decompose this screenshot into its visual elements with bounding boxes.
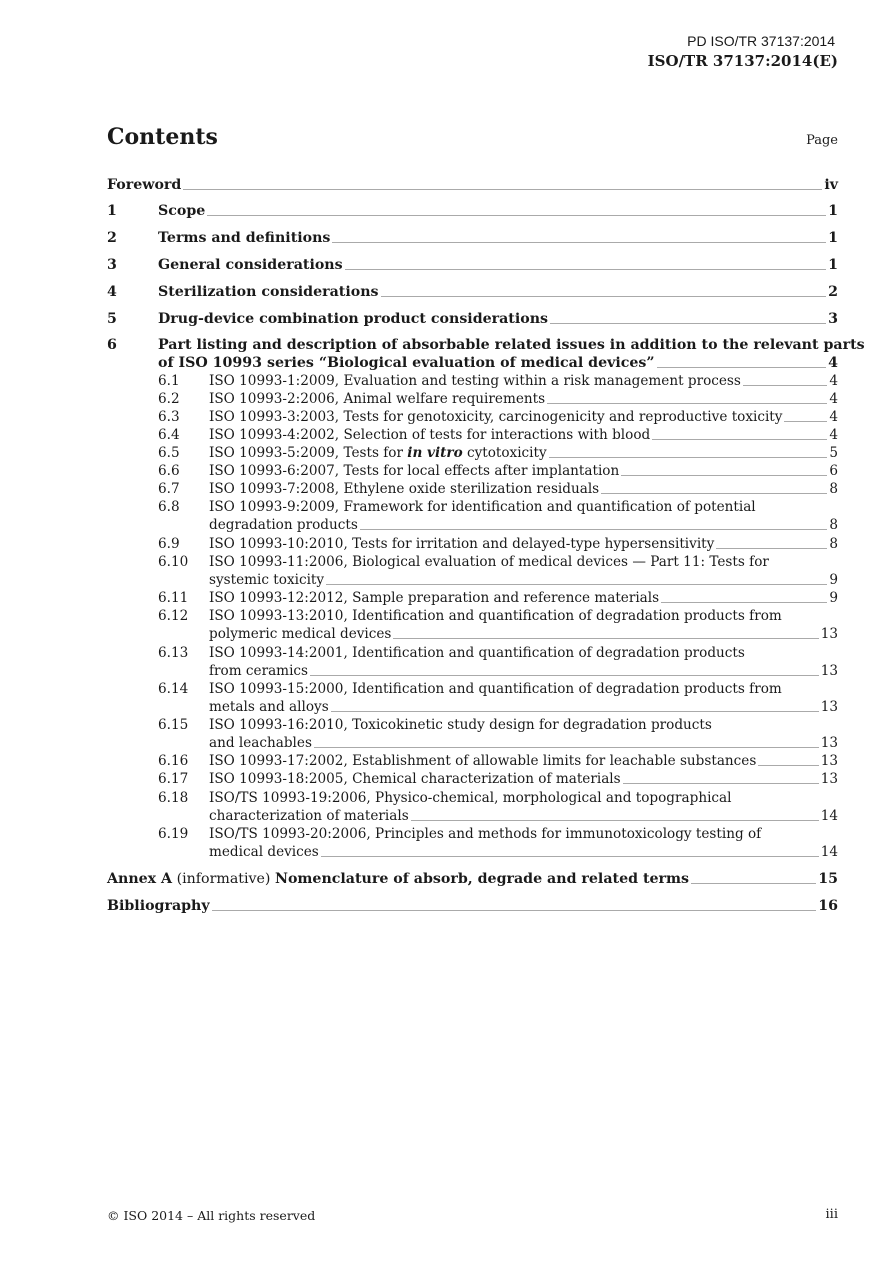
- page-title: Contents: [107, 124, 218, 150]
- toc-subentry-number: 6.16: [158, 753, 189, 769]
- leader-dots: [207, 215, 826, 216]
- toc-subentry-number: 6.12: [158, 608, 189, 624]
- toc-entry-text: Scope: [158, 203, 206, 219]
- leader-dots: [657, 367, 827, 368]
- toc-subentry-6-6[interactable]: [107, 462, 838, 480]
- leader-dots: [716, 548, 827, 549]
- toc-subentry-text-cont: metals and alloys: [209, 699, 329, 715]
- toc-subentry-text: ISO 10993-3:2003, Tests for genotoxicity, carcinogenicity and reproductive toxicity: [209, 409, 783, 425]
- toc-subentry-6-3[interactable]: [107, 408, 838, 426]
- toc-subentry-6-10[interactable]: [107, 553, 838, 571]
- leader-dots: [183, 189, 822, 190]
- toc-subentry-number: 6.19: [158, 826, 189, 842]
- leader-dots: [784, 421, 827, 422]
- toc-subentry-page: 13: [820, 663, 838, 679]
- toc-subentry-text: ISO 10993-14:2001, Identification and quantification of degradation products: [209, 645, 745, 661]
- toc-entry-page: iv: [824, 177, 838, 193]
- toc-subentry-number: 6.3: [158, 409, 180, 425]
- toc-entry-text: Annex A (informative) Nomenclature of absorb, degrade and related terms: [107, 871, 690, 887]
- leader-dots: [550, 323, 826, 324]
- toc-entry-page: 1: [828, 257, 838, 273]
- toc-subentry-page: 5: [829, 445, 838, 461]
- toc-entry-sterilization[interactable]: [107, 283, 838, 301]
- leader-dots: [601, 493, 827, 494]
- toc-subentry-page: 9: [829, 590, 838, 606]
- toc-subentry-text: ISO 10993-11:2006, Biological evaluation of medical devices — Part 11: Tests for: [209, 554, 769, 570]
- toc-entry-text: General considerations: [158, 257, 343, 273]
- toc-subentry-page: 6: [829, 463, 838, 479]
- toc-subentry-6-19-cont[interactable]: [107, 843, 838, 861]
- toc-subentry-page: 13: [820, 699, 838, 715]
- toc-subentry-page: 8: [829, 481, 838, 497]
- toc-subentry-6-15-cont[interactable]: [107, 734, 838, 752]
- toc-subentry-6-16[interactable]: [107, 752, 838, 770]
- toc-subentry-number: 6.11: [158, 590, 189, 606]
- toc-subentry-text: ISO 10993-18:2005, Chemical characterization of materials: [209, 771, 621, 787]
- toc-entry-number: 4: [107, 284, 117, 300]
- toc-subentry-6-13-cont[interactable]: [107, 662, 838, 680]
- toc-subentry-6-17[interactable]: [107, 770, 838, 788]
- toc-subentry-number: 6.6: [158, 463, 180, 479]
- toc-subentry-number: 6.17: [158, 771, 189, 787]
- leader-dots: [326, 584, 827, 585]
- toc-subentry-6-5[interactable]: [107, 444, 838, 462]
- toc-subentry-number: 6.4: [158, 427, 180, 443]
- toc-entry-text: Terms and definitions: [158, 230, 331, 246]
- toc-entry-text: Part listing and description of absorbable related issues in addition to the relevant parts: [158, 337, 865, 353]
- toc-entry-page: 3: [828, 311, 838, 327]
- toc-entry-page: 15: [818, 871, 838, 887]
- toc-subentry-text: ISO 10993-2:2006, Animal welfare requirements: [209, 391, 546, 407]
- toc-subentry-text: ISO 10993-16:2010, Toxicokinetic study design for degradation products: [209, 717, 712, 733]
- toc-entry-page: 1: [828, 203, 838, 219]
- toc-entry-number: 6: [107, 337, 117, 353]
- toc-entry-part-listing-cont[interactable]: [107, 354, 838, 372]
- page-column-label: Page: [806, 133, 838, 148]
- toc-subentry-text: ISO 10993-12:2012, Sample preparation and reference materials: [209, 590, 660, 606]
- leader-dots: [321, 856, 819, 857]
- toc-subentry-page: 13: [820, 753, 838, 769]
- leader-dots: [332, 242, 826, 243]
- toc-entry-part-listing[interactable]: [107, 336, 865, 354]
- toc-subentry-page: 4: [829, 409, 838, 425]
- toc-entry-text-cont: of ISO 10993 series “Biological evaluation of medical devices”: [158, 355, 655, 371]
- toc-subentry-6-2[interactable]: [107, 390, 838, 408]
- leader-dots: [411, 820, 819, 821]
- toc-subentry-number: 6.1: [158, 373, 180, 389]
- leader-dots: [212, 910, 817, 911]
- toc-subentry-6-8-cont[interactable]: [107, 516, 838, 534]
- toc-subentry-text: ISO 10993-1:2009, Evaluation and testing within a risk management process: [209, 373, 741, 389]
- leader-dots: [549, 457, 828, 458]
- toc-subentry-page: 8: [829, 517, 838, 533]
- toc-entry-text: Bibliography: [107, 898, 210, 914]
- toc-subentry-text-cont: degradation products: [209, 517, 358, 533]
- toc-subentry-6-13[interactable]: [107, 644, 838, 662]
- leader-dots: [547, 403, 827, 404]
- toc-entry-number: 3: [107, 257, 117, 273]
- toc-subentry-number: 6.15: [158, 717, 189, 733]
- toc-subentry-page: 4: [829, 373, 838, 389]
- toc-subentry-6-14[interactable]: [107, 680, 838, 698]
- toc-entry-text: Sterilization considerations: [158, 284, 379, 300]
- toc-subentry-6-18-cont[interactable]: [107, 807, 838, 825]
- toc-subentry-text-cont: from ceramics: [209, 663, 309, 679]
- page-number: iii: [825, 1207, 838, 1222]
- toc-subentry-text: ISO 10993-10:2010, Tests for irritation and delayed-type hypersensitivity: [209, 536, 715, 552]
- toc-subentry-page: 13: [820, 626, 838, 642]
- toc-subentry-6-8[interactable]: [107, 498, 838, 516]
- toc-entry-text: Foreword: [107, 177, 182, 193]
- leader-dots: [360, 529, 828, 530]
- leader-dots: [652, 439, 827, 440]
- header-pd-reference: PD ISO/TR 37137:2014: [687, 33, 835, 49]
- toc-entry-foreword[interactable]: [107, 176, 838, 194]
- leader-dots: [314, 747, 819, 748]
- toc-subentry-6-15[interactable]: [107, 716, 838, 734]
- toc-subentry-text-cont: systemic toxicity: [209, 572, 325, 588]
- toc-subentry-text-cont: polymeric medical devices: [209, 626, 392, 642]
- toc-subentry-text-cont: medical devices: [209, 844, 319, 860]
- toc-subentry-6-10-cont[interactable]: [107, 571, 838, 589]
- toc-entry-page: 4: [828, 355, 838, 371]
- toc-subentry-text: ISO 10993-4:2002, Selection of tests for interactions with blood: [209, 427, 651, 443]
- toc-subentry-6-12[interactable]: [107, 607, 838, 625]
- toc-subentry-number: 6.5: [158, 445, 180, 461]
- toc-subentry-number: 6.13: [158, 645, 189, 661]
- leader-dots: [345, 269, 827, 270]
- toc-subentry-page: 14: [820, 808, 838, 824]
- leader-dots: [661, 602, 827, 603]
- toc-entry-page: 16: [818, 898, 838, 914]
- leader-dots: [331, 711, 819, 712]
- toc-entry-number: 1: [107, 203, 117, 219]
- toc-subentry-page: 4: [829, 391, 838, 407]
- leader-dots: [310, 675, 819, 676]
- toc-subentry-number: 6.10: [158, 554, 189, 570]
- toc-subentry-text: ISO 10993-9:2009, Framework for identification and quantification of potential: [209, 499, 756, 515]
- toc-subentry-6-9[interactable]: [107, 535, 838, 553]
- toc-entry-drug-device[interactable]: [107, 310, 838, 328]
- toc-subentry-text: ISO 10993-5:2009, Tests for in vitro cytotoxicity: [209, 445, 547, 461]
- toc-entry-scope[interactable]: [107, 202, 838, 220]
- leader-dots: [758, 765, 818, 766]
- toc-entry-page: 1: [828, 230, 838, 246]
- toc-subentry-page: 13: [820, 735, 838, 751]
- toc-subentry-text-cont: and leachables: [209, 735, 312, 751]
- toc-subentry-6-19[interactable]: [107, 825, 838, 843]
- toc-subentry-6-11[interactable]: [107, 589, 838, 607]
- toc-subentry-text: ISO 10993-17:2002, Establishment of allowable limits for leachable substances: [209, 753, 757, 769]
- toc-entry-number: 5: [107, 311, 117, 327]
- leader-dots: [381, 296, 827, 297]
- toc-subentry-6-12-cont[interactable]: [107, 625, 838, 643]
- toc-subentry-number: 6.8: [158, 499, 180, 515]
- leader-dots: [623, 783, 819, 784]
- toc-subentry-6-18[interactable]: [107, 789, 838, 807]
- toc-entry-general[interactable]: [107, 256, 838, 274]
- toc-subentry-number: 6.7: [158, 481, 180, 497]
- toc-subentry-6-1[interactable]: [107, 372, 838, 390]
- toc-entry-text: Drug-device combination product considerations: [158, 311, 549, 327]
- header-iso-reference: ISO/TR 37137:2014(E): [647, 52, 838, 70]
- toc-subentry-text: ISO 10993-15:2000, Identification and quantification of degradation products from: [209, 681, 782, 697]
- toc-subentry-6-14-cont[interactable]: [107, 698, 838, 716]
- toc-subentry-page: 9: [829, 572, 838, 588]
- toc-subentry-page: 13: [820, 771, 838, 787]
- toc-subentry-text: ISO 10993-7:2008, Ethylene oxide sterilization residuals: [209, 481, 600, 497]
- toc-subentry-6-7[interactable]: [107, 480, 838, 498]
- leader-dots: [621, 475, 827, 476]
- toc-entry-bibliography[interactable]: [107, 897, 838, 915]
- toc-subentry-number: 6.9: [158, 536, 180, 552]
- toc-entry-number: 2: [107, 230, 117, 246]
- toc-subentry-text-cont: characterization of materials: [209, 808, 409, 824]
- toc-subentry-text: ISO/TS 10993-20:2006, Principles and methods for immunotoxicology testing of: [209, 826, 762, 842]
- leader-dots: [743, 385, 827, 386]
- toc-subentry-page: 14: [820, 844, 838, 860]
- leader-dots: [691, 883, 816, 884]
- toc-subentry-number: 6.14: [158, 681, 189, 697]
- toc-subentry-text: ISO/TS 10993-19:2006, Physico-chemical, morphological and topographical: [209, 790, 732, 806]
- toc-entry-annex-a[interactable]: [107, 870, 838, 888]
- toc-subentry-page: 4: [829, 427, 838, 443]
- toc-subentry-number: 6.18: [158, 790, 189, 806]
- toc-subentry-6-4[interactable]: [107, 426, 838, 444]
- toc-subentry-text: ISO 10993-6:2007, Tests for local effects after implantation: [209, 463, 620, 479]
- toc-subentry-page: 8: [829, 536, 838, 552]
- leader-dots: [393, 638, 818, 639]
- toc-entry-page: 2: [828, 284, 838, 300]
- copyright-notice: © ISO 2014 – All rights reserved: [107, 1208, 316, 1223]
- toc-entry-terms[interactable]: [107, 229, 838, 247]
- toc-subentry-text: ISO 10993-13:2010, Identification and quantification of degradation products from: [209, 608, 782, 624]
- toc-subentry-number: 6.2: [158, 391, 180, 407]
